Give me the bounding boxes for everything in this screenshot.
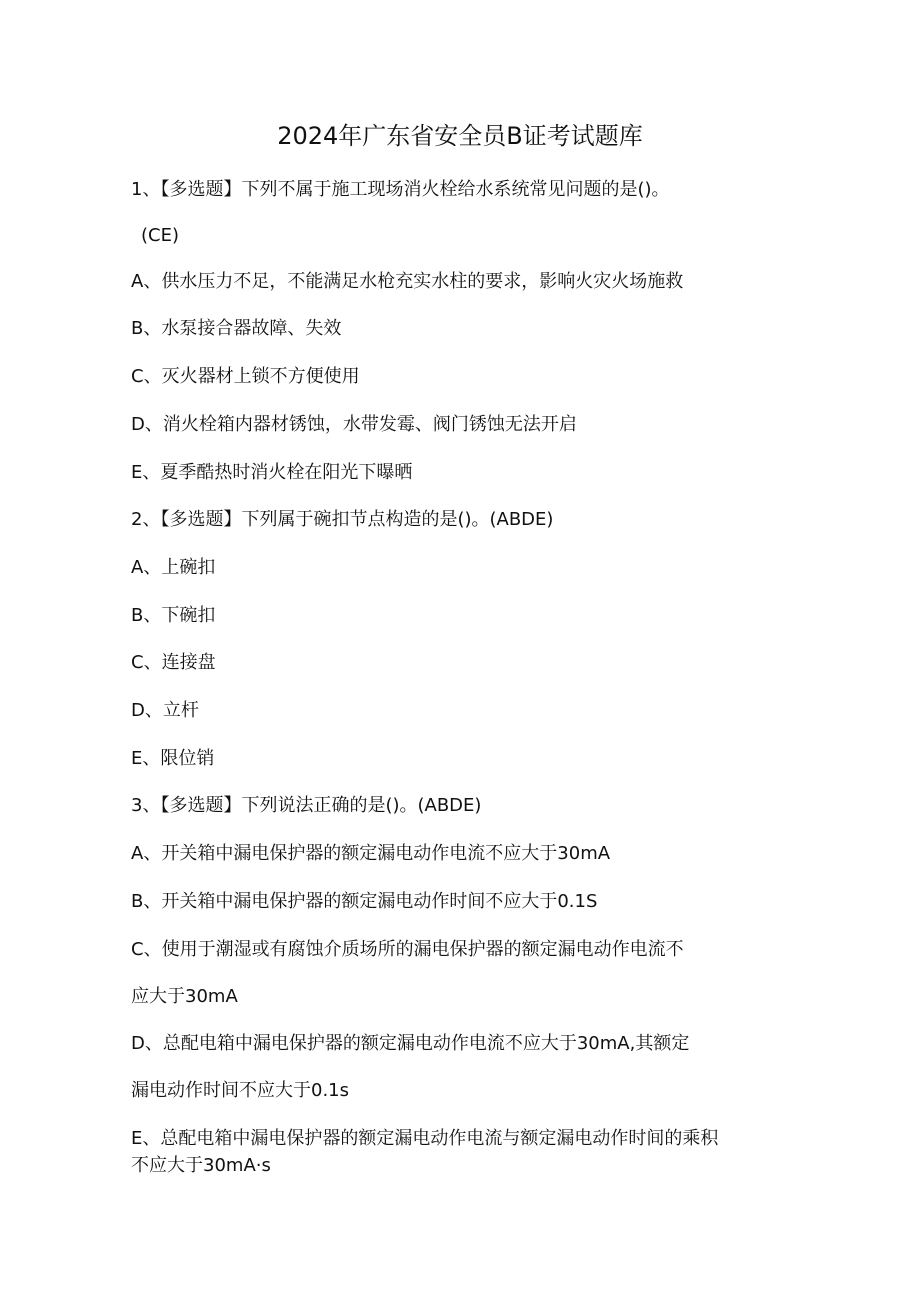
question-3-option-c: C、使用于潮湿或有腐蚀介质场所的漏电保护器的额定漏电动作电流不 (131, 939, 684, 960)
question-2-option-e: E、限位销 (131, 748, 215, 769)
question-3-stem: 3、【多选题】下列说法正确的是()。(ABDE) (131, 795, 482, 816)
question-1-option-e: E、夏季酷热时消火栓在阳光下曝晒 (131, 462, 413, 483)
question-3-option-a: A、开关箱中漏电保护器的额定漏电动作电流不应大于30mA (131, 843, 611, 864)
question-1-option-a: A、供水压力不足，不能满足水枪充实水柱的要求，影响火灾火场施救 (131, 271, 684, 292)
question-1-answer: (CE) (141, 225, 179, 246)
question-3-option-d: D、总配电箱中漏电保护器的额定漏电动作电流不应大于30mA,其额定 (131, 1033, 690, 1054)
question-3-option-c-continued: 应大于30mA (131, 986, 238, 1007)
question-2-option-a: A、上碗扣 (131, 557, 216, 578)
question-1-stem: 1、【多选题】下列不属于施工现场消火栓给水系统常见问题的是()。 (131, 179, 670, 200)
document-title: 2024年广东省安全员B证考试题库 (277, 122, 643, 150)
question-2-option-c: C、连接盘 (131, 652, 216, 673)
question-2-stem: 2、【多选题】下列属于碗扣节点构造的是()。(ABDE) (131, 509, 554, 530)
question-3-option-e-continued: 不应大于30mA·s (131, 1155, 271, 1176)
question-1-option-c: C、灭火器材上锁不方便使用 (131, 366, 360, 387)
question-3-option-e: E、总配电箱中漏电保护器的额定漏电动作电流与额定漏电动作时间的乘积 (131, 1128, 719, 1149)
question-2-option-d: D、立杆 (131, 700, 199, 721)
question-3-option-b: B、开关箱中漏电保护器的额定漏电动作时间不应大于0.1S (131, 891, 598, 912)
question-3-option-d-continued: 漏电动作时间不应大于0.1s (131, 1080, 350, 1101)
question-1-option-d: D、消火栓箱内器材锈蚀，水带发霉、阀门锈蚀无法开启 (131, 414, 577, 435)
question-1-option-b: B、水泵接合器故障、失效 (131, 318, 342, 339)
question-2-option-b: B、下碗扣 (131, 605, 216, 626)
